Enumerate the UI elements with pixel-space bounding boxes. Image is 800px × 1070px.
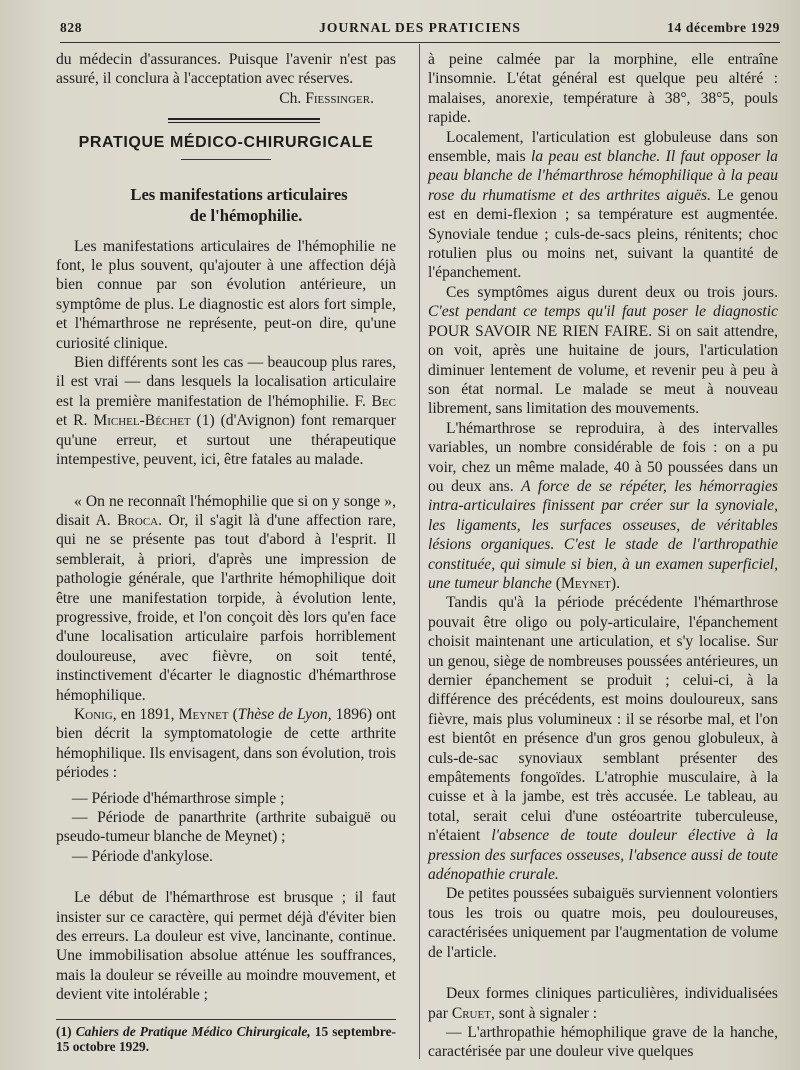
- footnote-rule: [56, 1019, 396, 1020]
- author-signature: [56, 89, 396, 108]
- column-divider: [419, 44, 420, 1059]
- running-header: [60, 20, 780, 42]
- author-name: Cruet: [451, 1004, 491, 1022]
- paragraph: Ces symptômes aigus durent deux ou trois jours. C'est pendant ce temps qu'il faut poser le diagnostic POUR SAVOIR NE RIEN FAIRE. Si on sait attendre, on voit, après une huitaine de jours, l'articulation diminuer lentement de volume, et revenir peu à peu à son état normal. Le malade se meut à nouveau librement, sans limitation des mouvements.: [428, 283, 778, 418]
- signature-name: Fiessinger.: [305, 89, 374, 107]
- paragraph: — L'arthropathie hémophilique grave de la hanche, caractérisée par une douleur vive quelques: [428, 1023, 778, 1061]
- author-name: Broca: [117, 511, 159, 529]
- paragraph: L'hémarthrose se reproduira, à des intervalles variables, un nombre considérable de fois : on a pu voir, chez un même malade, 40 à 50 poussées dans un ou deux ans. A force de se répéter, les hémorragies intra-articulaires finissent par créer sur la synoviale, les ligaments, les surfaces osseuses, de véritables lésions organiques. C'est le stade de l'arthropathie constituée, qui simule si bien, à un examen superficiel, une tumeur blanche (Meynet).: [428, 419, 778, 592]
- article-title-line-2: de l'hémophilie.: [189, 205, 303, 225]
- section-title: PRATIQUE MÉDICO-CHIRURGICALE: [78, 134, 374, 152]
- citation: Thèse de Lyon,: [237, 705, 332, 723]
- issue-date: 14 décembre 1929: [667, 20, 780, 35]
- paragraph: à peine calmée par la morphine, elle entraîne l'insomnie. L'état général est quelque peu altéré : malaises, anorexie, température à 38°, 38°5, pouls rapide.: [428, 51, 778, 127]
- right-column: [428, 50, 778, 1062]
- article-title: [56, 184, 396, 226]
- author-name: Meynet: [560, 574, 611, 592]
- signature-initials: Ch.: [279, 89, 306, 107]
- author-name: Meynet: [178, 705, 229, 723]
- paragraph: « On ne reconnaît l'hémophilie que si on y songe », disait A. Broca. Or, il s'agit là d'une affection rare, qui ne se présente pas tout d'abord à l'esprit. Il semblerait, à priori, d'après une impression de pathologie générale, que l'arthrite hémophilique doit être une manifestation torpide, à évolution lente, progressive, froide, et l'on conçoit dès lors qu'en face d'une localisation articulaire parfois horriblement douloureuse, avec fièvre, on soit tenté, instinctivement d'écarter le diagnostic d'hémarthrose hémophilique.: [56, 492, 396, 704]
- page-number: 828: [60, 20, 83, 35]
- journal-title: JOURNAL DES PRATICIENS: [319, 20, 521, 35]
- article-title-line-1: Les manifestations articulaires: [130, 184, 348, 204]
- author-name: Bec: [371, 392, 396, 410]
- list-item: — Période d'hémarthrose simple ;: [72, 789, 285, 807]
- paragraph: Bien différents sont les cas — beaucoup plus rares, il est vrai — dans lesquels la localisation articulaire est la première manifestation de l'hémophilie. F. Bec et R. Michel-Béchet (1) (d'Avignon) font remarquer qu'une erreur, et surtout une thérapeutique intempestive, peuvent, ici, être fatales au malade.: [56, 354, 397, 469]
- paragraph: Tandis qu'à la période précédente l'hémarthrose pouvait être oligo ou poly-articulaire, l'épanchement choisit maintenant une articulation, et s'y localise. Sur un genou, siège de nombreuses poussées antérieures, un dernier épanchement se produit ; celui-ci, à la différence des précédents, est moins douloureux, sans fièvre, mais plus volumineux : il se résorbe mal, et l'on est bientôt en présence d'un gros genou globuleux, à culs-de-sac synoviaux semblant présenter des empâtements fongoïdes. L'atrophie musculaire, à la cuisse et à la jambe, est très accusée. Le tableau, au total, serait celui d'une ostéoartrite tuberculeuse, n'étaient l'absence de toute douleur élective à la pression des surfaces osseuses, l'absence aussi de toute adénopathie crurale.: [428, 594, 778, 884]
- header-rule: [60, 42, 780, 43]
- paragraph: Le début de l'hémarthrose est brusque ; il faut insister sur ce caractère, qui permet déjà d'éviter bien des erreurs. La douleur est vive, lancinante, continue. Une immobilisation absolue atténue les souffrances, mais la douleur se réveille au moindre mouvement, et devient vite intolérable ;: [56, 889, 396, 1004]
- paragraph: Konig, en 1891, Meynet (Thèse de Lyon, 1896) ont bien décrit la symptomatologie de cette arthrite hémophilique. Ils envisagent, dans son évolution, trois périodes :: [56, 705, 396, 782]
- list-item: — Période d'ankylose.: [72, 847, 213, 865]
- section-separator: [168, 118, 320, 123]
- left-column: [56, 50, 396, 1055]
- paragraph: Les manifestations articulaires de l'hémophilie ne font, le plus souvent, qu'ajouter à une affection déjà bien connue par son évolution antérieure, un symptôme de plus. Le diagnostic est alors fort simple, et l'hémarthrose ne représente, peut-on dire, qu'une curiosité clinique.: [56, 237, 396, 352]
- paragraph: Deux formes cliniques particulières, individualisées par Cruet, sont à signaler :: [428, 985, 778, 1022]
- paragraph: De petites poussées subaiguës surviennent volontiers tous les trois ou quatre mois, peu douloureuses, caractérisées uniquement par l'augmentation de volume de l'article.: [428, 885, 778, 961]
- section-underline: [181, 159, 271, 160]
- author-name: Konig: [74, 705, 113, 723]
- list-item: — Période de panarthrite (arthrite subaiguë ou pseudo-tumeur blanche de Meynet) ;: [56, 809, 396, 846]
- carryover-paragraph: du médecin d'assurances. Puisque l'avenir n'est pas assuré, il conclura à l'acceptation avec réserves.: [56, 51, 396, 88]
- paragraph: Localement, l'articulation est globuleuse dans son ensemble, mais la peau est blanche. Il faut opposer la peau blanche de l'hémarthrose hémophilique à la peau rose du rhumatisme et des arthrites aiguës. Le genou est en demi-flexion ; sa température est augmentée. Synoviale tendue ; culs-de-sacs pleins, rénitents; choc rotulien plus ou moins net, suivant la quantité de l'épanchement.: [428, 128, 779, 282]
- footnote: (1) Cahiers de Pratique Médico Chirurgicale, 15 septembre-15 octobre 1929.: [56, 1023, 396, 1055]
- author-name: Michel-Béchet: [93, 412, 191, 430]
